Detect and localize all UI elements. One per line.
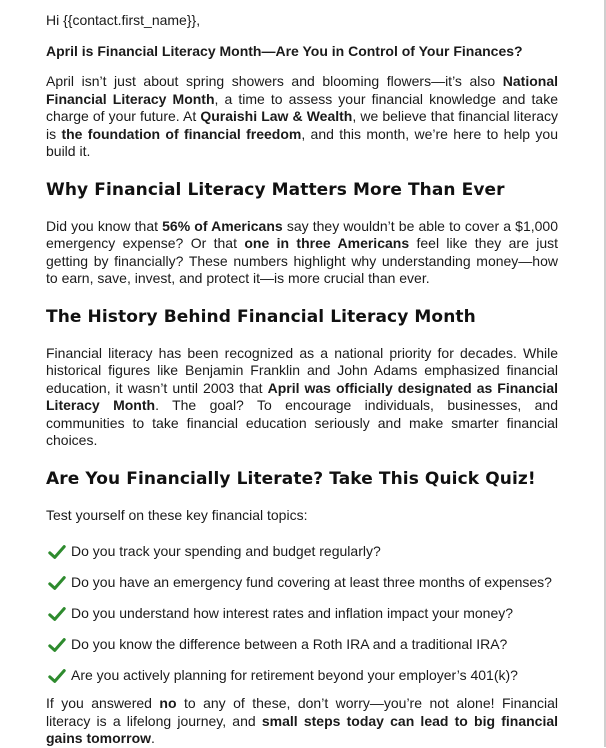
text-run: say they wouldn’t be able to cover a $1,000 emergency expense? Or that: [46, 217, 558, 251]
text-run: . The goal? To encourage individuals, businesses, and communities to take financial education seriously and make smarter financial choices.: [46, 397, 558, 448]
quiz-item: [46, 629, 558, 660]
quiz-item: [46, 567, 558, 598]
text-run: , we believe that financial literacy is: [46, 108, 559, 142]
greeting: Hi {{contact.first_name}},: [46, 12, 201, 28]
check-mark-icon: [48, 543, 66, 561]
closing-paragraph: [46, 695, 558, 748]
text-run: to any of these, don’t worry—you’re not alone! Financial literacy is a lifelong journey, and: [46, 695, 558, 729]
section-history-paragraph: [46, 345, 558, 450]
section-heading-history: The History Behind Financial Literacy Month: [46, 306, 476, 327]
intro-paragraph: [46, 73, 558, 161]
check-mark-icon: [48, 574, 66, 592]
headline: April is Financial Literacy Month—Are You in Control of Your Finances?: [46, 42, 523, 59]
text-run: If you answered: [46, 695, 160, 711]
section-heading-why: Why Financial Literacy Matters More Than Ever: [46, 179, 505, 200]
quiz-item-text: Do you track your spending and budget regularly?: [71, 542, 381, 559]
bold-text: no: [159, 695, 177, 711]
quiz-item: [46, 598, 558, 629]
bold-text: Quraishi Law & Wealth: [200, 108, 353, 124]
bold-text: National Financial Literacy Month: [46, 73, 558, 107]
text-run: feel like they are just getting by financially? These numbers highlight why understanding money—how to earn, save, invest, and protect it—is more crucial than ever.: [46, 235, 559, 286]
bold-text: 56% of Americans: [162, 217, 283, 234]
quiz-item: [46, 536, 558, 567]
check-mark-icon: [48, 667, 66, 685]
bold-text: the foundation of financial freedom: [61, 125, 302, 142]
quiz-item-text: Do you know the difference between a Roth IRA and a traditional IRA?: [71, 635, 508, 652]
text-run: , a time to assess your financial knowledge and take charge of your future. At: [46, 90, 558, 124]
text-run: , and this month, we’re here to help you build it.: [46, 125, 558, 159]
bold-text: one in three Americans: [244, 235, 410, 251]
check-mark-icon: [48, 605, 66, 623]
quiz-item-text: Do you have an emergency fund covering at least three months of expenses?: [71, 573, 552, 590]
quiz-item-text: Do you understand how interest rates and inflation impact your money?: [71, 604, 514, 621]
text-run: Financial literacy has been recognized as a national priority for decades. While historical figures like Benjamin Franklin and John Adams emphasized financial education, it wasn’t until 2003 that: [46, 344, 558, 396]
quiz-item: [46, 660, 558, 691]
bold-text: small steps today can lead to big financial gains tomorrow: [46, 712, 559, 746]
quiz-list: [46, 536, 558, 691]
section-why-paragraph: [46, 218, 558, 288]
section-heading-quiz: Are You Financially Literate? Take This Quick Quiz!: [46, 468, 536, 489]
bold-text: April was officially designated as Financial Literacy Month: [46, 379, 558, 413]
text-run: Did you know that: [46, 217, 163, 234]
email-body: [46, 12, 558, 748]
text-run: April isn’t just about spring showers and blooming flowers—it’s also: [46, 73, 503, 89]
quiz-intro: Test yourself on these key financial topics:: [46, 506, 308, 523]
text-run: .: [151, 730, 155, 746]
check-mark-icon: [48, 636, 66, 654]
quiz-item-text: Are you actively planning for retirement beyond your employer’s 401(k)?: [71, 666, 518, 683]
